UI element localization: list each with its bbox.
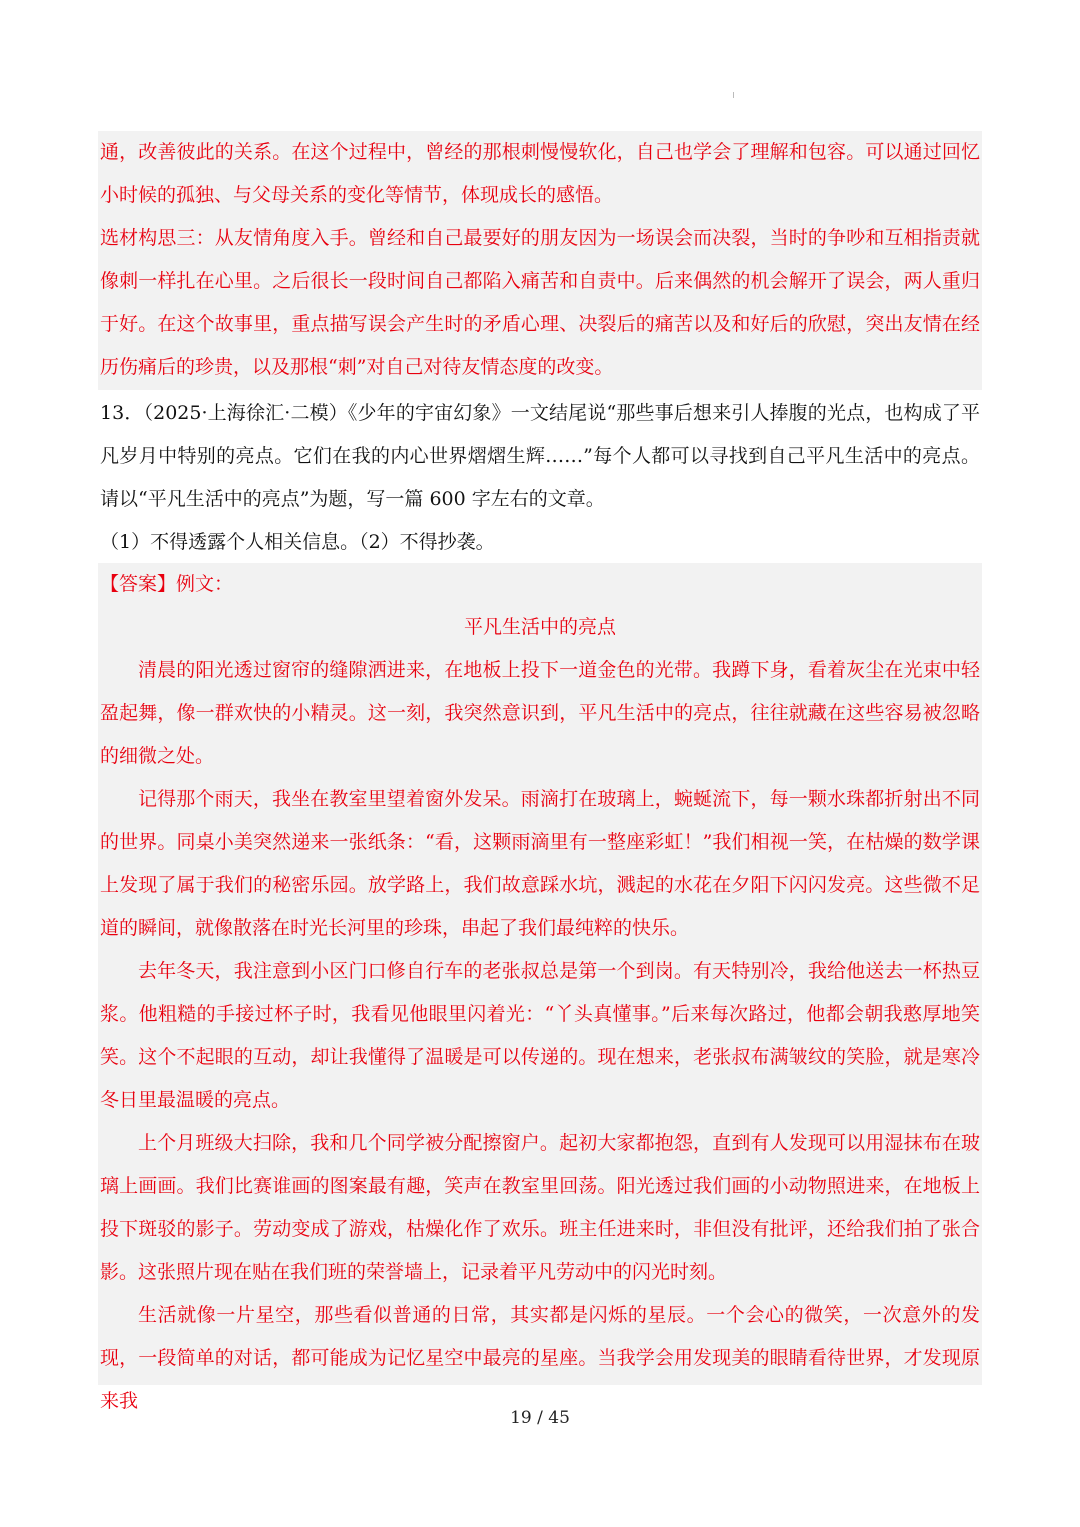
question-requirements: （1）不得透露个人相关信息。（2）不得抄袭。 [100,531,495,553]
page-number: 19 / 45 [510,1408,570,1428]
essay-paragraph: 去年冬天，我注意到小区门口修自行车的老张叔总是第一个到岗。有天特别冷，我给他送去一杯热豆浆。他粗糙的手接过杯子时，我看见他眼里闪着光：“丫头真懂事。”后来每次路过，他都会朝我憨厚地笑笑。这个不起眼的互动，却让我懂得了温暖是可以传递的。现在想来，老张叔布满皱纹的笑脸，就是寒冷冬日里最温暖的亮点。 [100,960,980,1111]
answer-continuation-block [98,131,982,390]
essay-paragraph: 生活就像一片星空，那些看似普通的日常，其实都是闪烁的星辰。一个会心的微笑，一次意外的发现，一段简单的对话，都可能成为记忆星空中最亮的星座。当我学会用发现美的眼睛看待世界，才发现原来我 [100,1304,980,1412]
question-13 [98,392,982,564]
question-prompt: 13．（2025·上海徐汇·二模）《少年的宇宙幻象》一文结尾说“那些事后想来引人捧腹的光点，也构成了平凡岁月中特别的亮点。它们在我的内心世界熠熠生辉……”每个人都可以寻找到自己平凡生活中的亮点。请以“平凡生活中的亮点”为题，写一篇 600 字左右的文章。 [100,402,980,510]
answer-block [98,563,982,1412]
answer-paragraph: 通，改善彼此的关系。在这个过程中，曾经的那根刺慢慢软化，自己也学会了理解和包容。可以通过回忆小时候的孤独、与父母关系的变化等情节，体现成长的感悟。 [100,141,980,206]
answer-tag: 【答案】 [100,573,177,595]
answer-paragraph: 选材构思三：从友情角度入手。曾经和自己最要好的朋友因为一场误会而决裂，当时的争吵和互相指责就像刺一样扎在心里。之后很长一段时间自己都陷入痛苦和自责中。后来偶然的机会解开了误会，两人重归于好。在这个故事里，重点描写误会产生时的矛盾心理、决裂后的痛苦以及和好后的欣慰，突出友情在经历伤痛后的珍贵，以及那根“刺”对自己对待友情态度的改变。 [100,227,980,378]
essay-paragraph: 上个月班级大扫除，我和几个同学被分配擦窗户。起初大家都抱怨，直到有人发现可以用湿抹布在玻璃上画画。我们比赛谁画的图案最有趣，笑声在教室里回荡。阳光透过我们画的小动物照进来，在地板上投下斑驳的影子。劳动变成了游戏，枯燥化作了欢乐。班主任进来时，非但没有批评，还给我们拍了张合影。这张照片现在贴在我们班的荣誉墙上，记录着平凡劳动中的闪光时刻。 [100,1132,980,1283]
essay-paragraph: 记得那个雨天，我坐在教室里望着窗外发呆。雨滴打在玻璃上，蜿蜒流下，每一颗水珠都折射出不同的世界。同桌小美突然递来一张纸条：“看，这颗雨滴里有一整座彩虹！”我们相视一笑，在枯燥的数学课上发现了属于我们的秘密乐园。放学路上，我们故意踩水坑，溅起的水花在夕阳下闪闪发亮。这些微不足道的瞬间，就像散落在时光长河里的珍珠，串起了我们最纯粹的快乐。 [100,788,980,939]
essay-paragraph: 清晨的阳光透过窗帘的缝隙洒进来，在地板上投下一道金色的光带。我蹲下身，看着灰尘在光束中轻盈起舞，像一群欢快的小精灵。这一刻，我突然意识到，平凡生活中的亮点，往往就藏在这些容易被忽略的细微之处。 [100,659,980,767]
essay-title: 平凡生活中的亮点 [463,616,616,638]
answer-label: 例文： [176,573,234,595]
answer-heading [98,563,982,606]
header-mark [733,92,734,98]
